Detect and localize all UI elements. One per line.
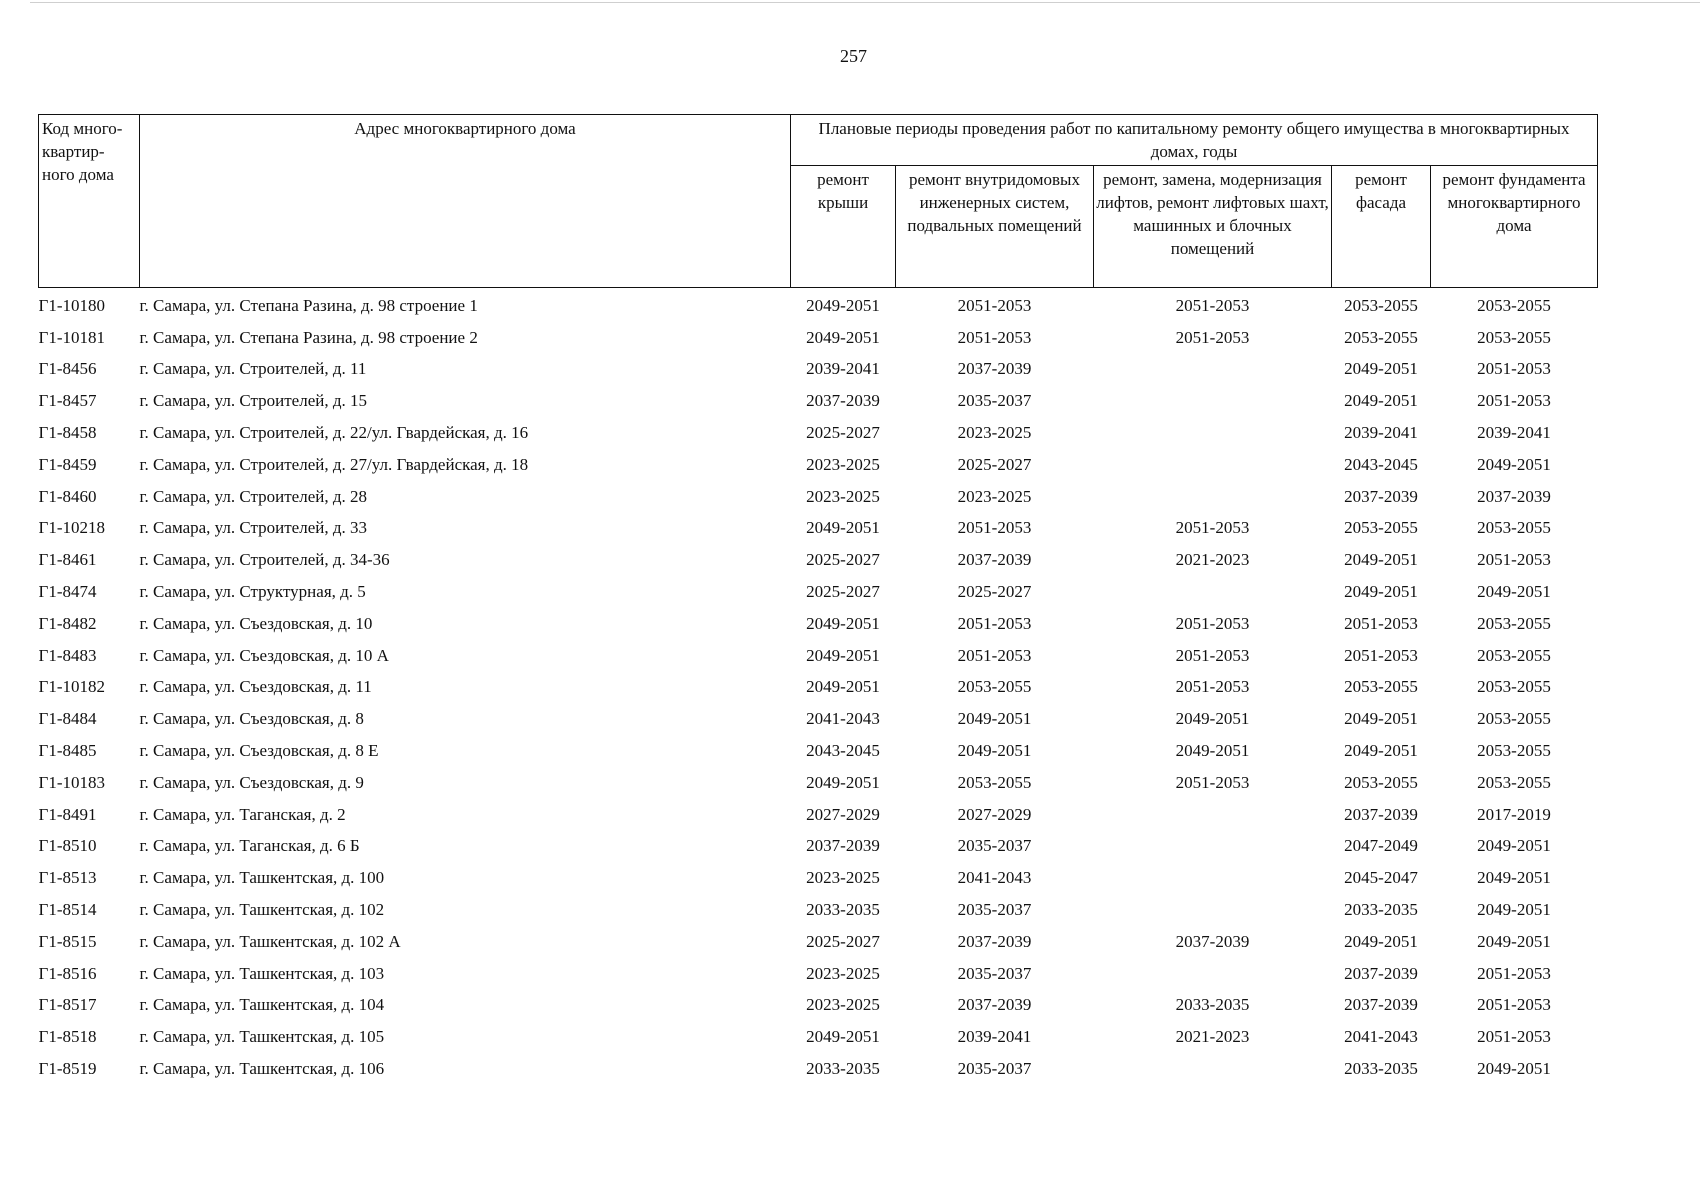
cell-code: Г1-8482 <box>38 613 97 633</box>
header-code: Код много-квартир-ного дома <box>39 115 140 288</box>
cell-roof: 2049-2051 <box>806 772 880 792</box>
cell-foundation: 2051-2053 <box>1477 995 1551 1015</box>
cell-foundation: 2049-2051 <box>1477 900 1551 920</box>
cell-roof: 2037-2039 <box>806 391 880 411</box>
header-roof: ремонт крыши <box>791 166 896 288</box>
cell-roof: 2049-2051 <box>806 327 880 347</box>
cell-foundation: 2039-2041 <box>1477 423 1551 443</box>
cell-code: Г1-8517 <box>38 995 97 1015</box>
table-row <box>39 385 1598 417</box>
table-row <box>39 831 1598 863</box>
cell-foundation: 2053-2055 <box>1477 741 1551 761</box>
table-row <box>39 544 1598 576</box>
cell-foundation: 2051-2053 <box>1477 359 1551 379</box>
cell-address: г. Самара, ул. Ташкентская, д. 103 <box>139 963 385 983</box>
header-address: Адрес многоквартирного дома <box>140 115 791 288</box>
table-row <box>39 288 1598 322</box>
cell-code: Г1-8510 <box>38 836 97 856</box>
cell-address: г. Самара, ул. Структурная, д. 5 <box>139 582 366 602</box>
table-row <box>39 703 1598 735</box>
cell-facade: 2053-2055 <box>1344 772 1418 792</box>
cell-facade: 2049-2051 <box>1344 931 1418 951</box>
cell-foundation: 2053-2055 <box>1477 295 1551 315</box>
cell-elevators: 2037-2039 <box>1175 931 1250 951</box>
cell-systems: 2051-2053 <box>957 518 1032 538</box>
cell-address: г. Самара, ул. Строителей, д. 22/ул. Гвардейская, д. 16 <box>139 423 529 443</box>
cell-systems: 2023-2025 <box>957 486 1032 506</box>
cell-code: Г1-8491 <box>38 804 97 824</box>
cell-systems: 2035-2037 <box>957 1059 1032 1079</box>
cell-systems: 2023-2025 <box>957 423 1032 443</box>
cell-elevators <box>1094 354 1332 386</box>
cell-systems: 2037-2039 <box>957 931 1032 951</box>
cell-address: г. Самара, ул. Строителей, д. 33 <box>139 518 368 538</box>
table-row <box>39 990 1598 1022</box>
cell-address: г. Самара, ул. Ташкентская, д. 104 <box>139 995 385 1015</box>
cell-foundation: 2053-2055 <box>1477 709 1551 729</box>
cell-foundation: 2051-2053 <box>1477 550 1551 570</box>
table-row <box>39 608 1598 640</box>
cell-systems: 2027-2029 <box>957 804 1032 824</box>
table-row <box>39 926 1598 958</box>
cell-roof: 2049-2051 <box>806 1027 880 1047</box>
cell-code: Г1-8456 <box>38 359 97 379</box>
cell-foundation: 2053-2055 <box>1477 518 1551 538</box>
cell-code: Г1-8516 <box>38 963 97 983</box>
cell-address: г. Самара, ул. Строителей, д. 34-36 <box>139 550 390 570</box>
cell-roof: 2023-2025 <box>806 995 880 1015</box>
cell-roof: 2049-2051 <box>806 295 880 315</box>
cell-address: г. Самара, ул. Степана Разина, д. 98 строение 2 <box>139 327 478 347</box>
cell-roof: 2049-2051 <box>806 518 880 538</box>
table-row <box>39 862 1598 894</box>
cell-roof: 2027-2029 <box>806 804 880 824</box>
cell-facade: 2043-2045 <box>1344 454 1418 474</box>
cell-address: г. Самара, ул. Съездовская, д. 9 <box>139 772 364 792</box>
cell-code: Г1-8519 <box>38 1059 97 1079</box>
cell-systems: 2025-2027 <box>957 582 1032 602</box>
header-periods: Плановые периоды проведения работ по капитальному ремонту общего имущества в многоквартирных домах, годы <box>791 115 1598 166</box>
table-row <box>39 322 1598 354</box>
cell-facade: 2033-2035 <box>1344 900 1418 920</box>
table-row <box>39 640 1598 672</box>
cell-roof: 2025-2027 <box>806 931 880 951</box>
cell-address: г. Самара, ул. Строителей, д. 15 <box>139 391 368 411</box>
cell-facade: 2053-2055 <box>1344 295 1418 315</box>
cell-address: г. Самара, ул. Ташкентская, д. 102 <box>139 900 385 920</box>
cell-roof: 2023-2025 <box>806 454 880 474</box>
cell-systems: 2051-2053 <box>957 327 1032 347</box>
cell-facade: 2037-2039 <box>1344 486 1418 506</box>
cell-address: г. Самара, ул. Таганская, д. 6 Б <box>139 836 360 856</box>
cell-code: Г1-8514 <box>38 900 97 920</box>
cell-facade: 2049-2051 <box>1344 741 1418 761</box>
cell-address: г. Самара, ул. Съездовская, д. 10 А <box>139 645 389 665</box>
table-row <box>39 449 1598 481</box>
cell-address: г. Самара, ул. Ташкентская, д. 105 <box>139 1027 385 1047</box>
cell-roof: 2049-2051 <box>806 677 880 697</box>
table-row <box>39 354 1598 386</box>
cell-elevators: 2051-2053 <box>1175 613 1250 633</box>
page-number: 257 <box>840 46 867 66</box>
cell-address: г. Самара, ул. Степана Разина, д. 98 строение 1 <box>139 295 478 315</box>
cell-systems: 2035-2037 <box>957 963 1032 983</box>
cell-facade: 2049-2051 <box>1344 582 1418 602</box>
cell-systems: 2051-2053 <box>957 645 1032 665</box>
cell-roof: 2039-2041 <box>806 359 880 379</box>
cell-facade: 2053-2055 <box>1344 677 1418 697</box>
cell-foundation: 2053-2055 <box>1477 677 1551 697</box>
cell-address: г. Самара, ул. Съездовская, д. 10 <box>139 613 373 633</box>
cell-facade: 2045-2047 <box>1344 868 1418 888</box>
table-header <box>39 115 1598 288</box>
cell-elevators: 2033-2035 <box>1175 995 1250 1015</box>
table-body <box>39 288 1598 1085</box>
cell-systems: 2039-2041 <box>957 1027 1032 1047</box>
cell-facade: 2037-2039 <box>1344 995 1418 1015</box>
cell-systems: 2037-2039 <box>957 995 1032 1015</box>
cell-code: Г1-10182 <box>38 677 105 697</box>
cell-address: г. Самара, ул. Ташкентская, д. 106 <box>139 1059 385 1079</box>
cell-facade: 2051-2053 <box>1344 645 1418 665</box>
table-row <box>39 799 1598 831</box>
cell-code: Г1-8484 <box>38 709 97 729</box>
cell-facade: 2047-2049 <box>1344 836 1418 856</box>
cell-foundation: 2017-2019 <box>1477 804 1551 824</box>
cell-systems: 2053-2055 <box>957 677 1032 697</box>
cell-code: Г1-10218 <box>38 518 105 538</box>
cell-code: Г1-10183 <box>38 772 105 792</box>
cell-foundation: 2053-2055 <box>1477 327 1551 347</box>
cell-systems: 2053-2055 <box>957 772 1032 792</box>
cell-elevators: 2051-2053 <box>1175 295 1250 315</box>
cell-facade: 2041-2043 <box>1344 1027 1418 1047</box>
cell-code: Г1-10180 <box>38 295 105 315</box>
cell-elevators: 2051-2053 <box>1175 327 1250 347</box>
table-row <box>39 576 1598 608</box>
cell-roof: 2041-2043 <box>806 709 880 729</box>
cell-systems: 2051-2053 <box>957 613 1032 633</box>
cell-roof: 2033-2035 <box>806 900 880 920</box>
cell-foundation: 2049-2051 <box>1477 868 1551 888</box>
cell-elevators: 2049-2051 <box>1175 709 1250 729</box>
cell-roof: 2049-2051 <box>806 613 880 633</box>
cell-foundation: 2049-2051 <box>1477 1059 1551 1079</box>
cell-address: г. Самара, ул. Ташкентская, д. 102 А <box>139 931 401 951</box>
table-row <box>39 767 1598 799</box>
cell-address: г. Самара, ул. Ташкентская, д. 100 <box>139 868 385 888</box>
cell-code: Г1-8460 <box>38 486 97 506</box>
cell-systems: 2049-2051 <box>957 709 1032 729</box>
cell-address: г. Самара, ул. Строителей, д. 27/ул. Гвардейская, д. 18 <box>139 454 529 474</box>
cell-facade: 2049-2051 <box>1344 550 1418 570</box>
table-row <box>39 417 1598 449</box>
cell-elevators: 2051-2053 <box>1175 677 1250 697</box>
cell-code: Г1-8513 <box>38 868 97 888</box>
header-systems: ремонт внутридомовых инженерных систем, подвальных помещений <box>896 166 1094 288</box>
cell-foundation: 2053-2055 <box>1477 645 1551 665</box>
cell-systems: 2037-2039 <box>957 359 1032 379</box>
cell-code: Г1-8474 <box>38 582 97 602</box>
cell-foundation: 2051-2053 <box>1477 1027 1551 1047</box>
cell-roof: 2023-2025 <box>806 868 880 888</box>
cell-code: Г1-8461 <box>38 550 97 570</box>
cell-systems: 2049-2051 <box>957 741 1032 761</box>
cell-elevators <box>1094 449 1332 481</box>
cell-elevators <box>1094 481 1332 513</box>
cell-elevators <box>1094 831 1332 863</box>
cell-code: Г1-8458 <box>38 423 97 443</box>
cell-address: г. Самара, ул. Съездовская, д. 8 Е <box>139 741 379 761</box>
cell-roof: 2023-2025 <box>806 963 880 983</box>
table-row <box>39 1021 1598 1053</box>
cell-roof: 2025-2027 <box>806 582 880 602</box>
cell-systems: 2035-2037 <box>957 900 1032 920</box>
header-facade: ремонт фасада <box>1332 166 1431 288</box>
cell-facade: 2049-2051 <box>1344 709 1418 729</box>
cell-roof: 2023-2025 <box>806 486 880 506</box>
cell-foundation: 2049-2051 <box>1477 454 1551 474</box>
cell-elevators <box>1094 862 1332 894</box>
scan-top-edge <box>30 2 1700 3</box>
cell-elevators: 2051-2053 <box>1175 645 1250 665</box>
cell-elevators <box>1094 417 1332 449</box>
cell-code: Г1-10181 <box>38 327 105 347</box>
cell-facade: 2049-2051 <box>1344 359 1418 379</box>
table-row <box>39 894 1598 926</box>
cell-foundation: 2049-2051 <box>1477 836 1551 856</box>
cell-code: Г1-8518 <box>38 1027 97 1047</box>
cell-elevators <box>1094 894 1332 926</box>
cell-elevators <box>1094 799 1332 831</box>
cell-systems: 2041-2043 <box>957 868 1032 888</box>
cell-facade: 2053-2055 <box>1344 518 1418 538</box>
repair-schedule-table <box>38 114 1598 1085</box>
cell-facade: 2033-2035 <box>1344 1059 1418 1079</box>
cell-address: г. Самара, ул. Съездовская, д. 8 <box>139 709 364 729</box>
cell-elevators: 2051-2053 <box>1175 518 1250 538</box>
cell-foundation: 2053-2055 <box>1477 772 1551 792</box>
cell-elevators <box>1094 1053 1332 1085</box>
cell-elevators: 2021-2023 <box>1175 1027 1250 1047</box>
cell-address: г. Самара, ул. Строителей, д. 11 <box>139 359 367 379</box>
cell-systems: 2037-2039 <box>957 550 1032 570</box>
cell-foundation: 2051-2053 <box>1477 963 1551 983</box>
cell-roof: 2033-2035 <box>806 1059 880 1079</box>
cell-code: Г1-8515 <box>38 931 97 951</box>
table-row <box>39 672 1598 704</box>
table-row <box>39 1053 1598 1085</box>
cell-elevators <box>1094 576 1332 608</box>
cell-systems: 2035-2037 <box>957 391 1032 411</box>
cell-roof: 2025-2027 <box>806 550 880 570</box>
cell-elevators <box>1094 958 1332 990</box>
cell-facade: 2053-2055 <box>1344 327 1418 347</box>
table-row <box>39 735 1598 767</box>
cell-systems: 2035-2037 <box>957 836 1032 856</box>
cell-elevators: 2051-2053 <box>1175 772 1250 792</box>
table-row <box>39 481 1598 513</box>
cell-facade: 2039-2041 <box>1344 423 1418 443</box>
cell-elevators <box>1094 385 1332 417</box>
cell-systems: 2025-2027 <box>957 454 1032 474</box>
cell-code: Г1-8483 <box>38 645 97 665</box>
cell-code: Г1-8459 <box>38 454 97 474</box>
header-foundation: ремонт фундамента многоквартирного дома <box>1431 166 1598 288</box>
cell-elevators: 2021-2023 <box>1175 550 1250 570</box>
cell-code: Г1-8485 <box>38 741 97 761</box>
cell-facade: 2049-2051 <box>1344 391 1418 411</box>
cell-foundation: 2049-2051 <box>1477 582 1551 602</box>
cell-foundation: 2049-2051 <box>1477 931 1551 951</box>
cell-foundation: 2053-2055 <box>1477 613 1551 633</box>
table-row <box>39 958 1598 990</box>
cell-foundation: 2037-2039 <box>1477 486 1551 506</box>
cell-address: г. Самара, ул. Строителей, д. 28 <box>139 486 368 506</box>
cell-roof: 2049-2051 <box>806 645 880 665</box>
table-row <box>39 513 1598 545</box>
cell-facade: 2037-2039 <box>1344 804 1418 824</box>
cell-address: г. Самара, ул. Съездовская, д. 11 <box>139 677 372 697</box>
cell-facade: 2051-2053 <box>1344 613 1418 633</box>
cell-roof: 2043-2045 <box>806 741 880 761</box>
cell-roof: 2037-2039 <box>806 836 880 856</box>
cell-foundation: 2051-2053 <box>1477 391 1551 411</box>
cell-systems: 2051-2053 <box>957 295 1032 315</box>
cell-roof: 2025-2027 <box>806 423 880 443</box>
cell-address: г. Самара, ул. Таганская, д. 2 <box>139 804 346 824</box>
cell-facade: 2037-2039 <box>1344 963 1418 983</box>
cell-elevators: 2049-2051 <box>1175 741 1250 761</box>
cell-code: Г1-8457 <box>38 391 97 411</box>
header-elevators: ремонт, замена, модернизация лифтов, ремонт лифтовых шахт, машинных и блочных помещений <box>1094 166 1332 288</box>
